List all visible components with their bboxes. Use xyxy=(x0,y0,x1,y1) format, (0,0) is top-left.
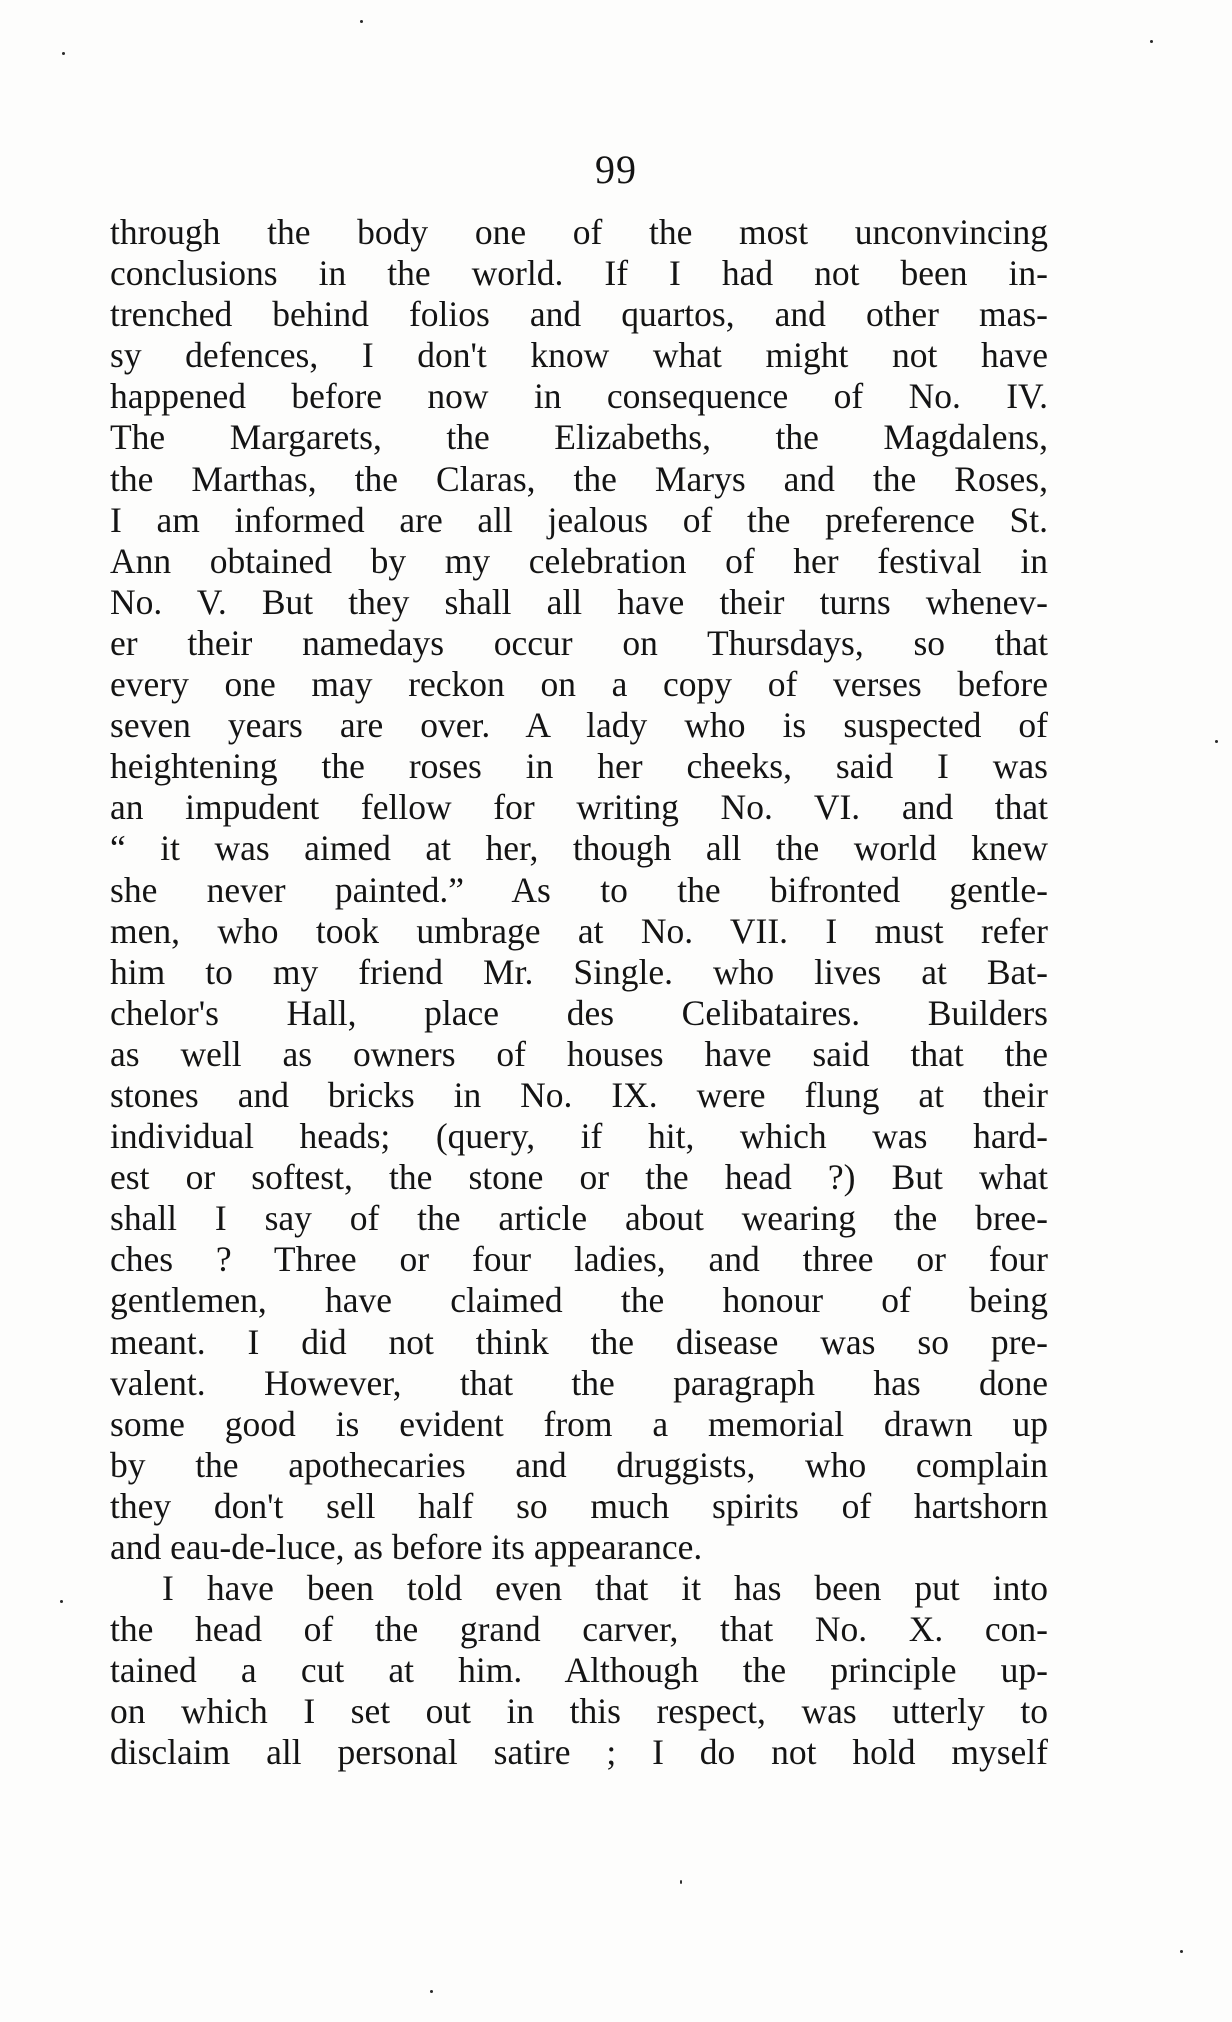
text-line: disclaim all personal satire ; I do not hold myself xyxy=(110,1732,1048,1773)
text-line: valent. However, that the paragraph has done xyxy=(110,1362,1048,1403)
text-line: individual heads; (query, if hit, which was hard- xyxy=(110,1116,1048,1157)
body-text xyxy=(110,212,1048,1774)
text-line: gentlemen, have claimed the honour of being xyxy=(110,1280,1048,1321)
scan-speck xyxy=(1215,740,1218,743)
scan-speck xyxy=(430,1990,433,1993)
text-line: chelor's Hall, place des Celibataires. Builders xyxy=(110,992,1048,1033)
scan-speck xyxy=(1180,1950,1183,1953)
text-line: “ it was aimed at her, though all the world knew xyxy=(110,828,1048,869)
text-line: by the apothecaries and druggists, who complain xyxy=(110,1444,1048,1485)
page-number: 99 xyxy=(595,147,637,192)
text-line: shall I say of the article about wearing the bree- xyxy=(110,1198,1048,1239)
scan-speck xyxy=(360,20,363,23)
scan-speck xyxy=(60,1600,63,1603)
text-line: stones and bricks in No. IX. were flung at their xyxy=(110,1074,1048,1115)
paragraph-start-line: I have been told even that it has been put into xyxy=(162,1568,1048,1609)
text-line: an impudent fellow for writing No. VI. and that xyxy=(110,787,1048,828)
text-line: heightening the roses in her cheeks, said I was xyxy=(110,746,1048,787)
text-line: est or softest, the stone or the head ?) But what xyxy=(110,1157,1048,1198)
text-line: sy defences, I don't know what might not have xyxy=(110,335,1048,376)
text-line: him to my friend Mr. Single. who lives at Bat- xyxy=(110,951,1048,992)
text-line: the head of the grand carver, that No. X. con- xyxy=(110,1609,1048,1650)
text-line: as well as owners of houses have said that the xyxy=(110,1033,1048,1074)
text-line: they don't sell half so much spirits of hartshorn xyxy=(110,1485,1048,1526)
text-line: on which I set out in this respect, was utterly to xyxy=(110,1691,1048,1732)
scan-speck xyxy=(62,52,65,55)
text-line: happened before now in consequence of No. IV. xyxy=(110,376,1048,417)
text-line: men, who took umbrage at No. VII. I must refer xyxy=(110,910,1048,951)
scan-speck xyxy=(680,1880,682,1884)
text-line: every one may reckon on a copy of verses before xyxy=(110,664,1048,705)
text-line: The Margarets, the Elizabeths, the Magdalens, xyxy=(110,417,1048,458)
text-line: I am informed are all jealous of the preference St. xyxy=(110,499,1048,540)
text-line: ches ? Three or four ladies, and three or four xyxy=(110,1239,1048,1280)
text-line: she never painted.” As to the bifronted gentle- xyxy=(110,869,1048,910)
text-line: No. V. But they shall all have their turns whenev- xyxy=(110,581,1048,622)
text-line: through the body one of the most unconvincing xyxy=(110,212,1048,252)
text-line: meant. I did not think the disease was so pre- xyxy=(110,1321,1048,1362)
text-line: conclusions in the world. If I had not been in- xyxy=(110,253,1048,294)
text-line: Ann obtained by my celebration of her festival in xyxy=(110,540,1048,581)
paragraph-end-line: and eau-de-luce, as before its appearance. xyxy=(110,1527,703,1567)
text-line: the Marthas, the Claras, the Marys and the Roses, xyxy=(110,458,1048,499)
text-line: seven years are over. A lady who is suspected of xyxy=(110,705,1048,746)
scan-speck xyxy=(1150,40,1153,43)
text-line: some good is evident from a memorial drawn up xyxy=(110,1403,1048,1444)
text-line: er their namedays occur on Thursdays, so that xyxy=(110,622,1048,663)
text-line: tained a cut at him. Although the principle up- xyxy=(110,1650,1048,1691)
text-line: trenched behind folios and quartos, and other mas- xyxy=(110,294,1048,335)
